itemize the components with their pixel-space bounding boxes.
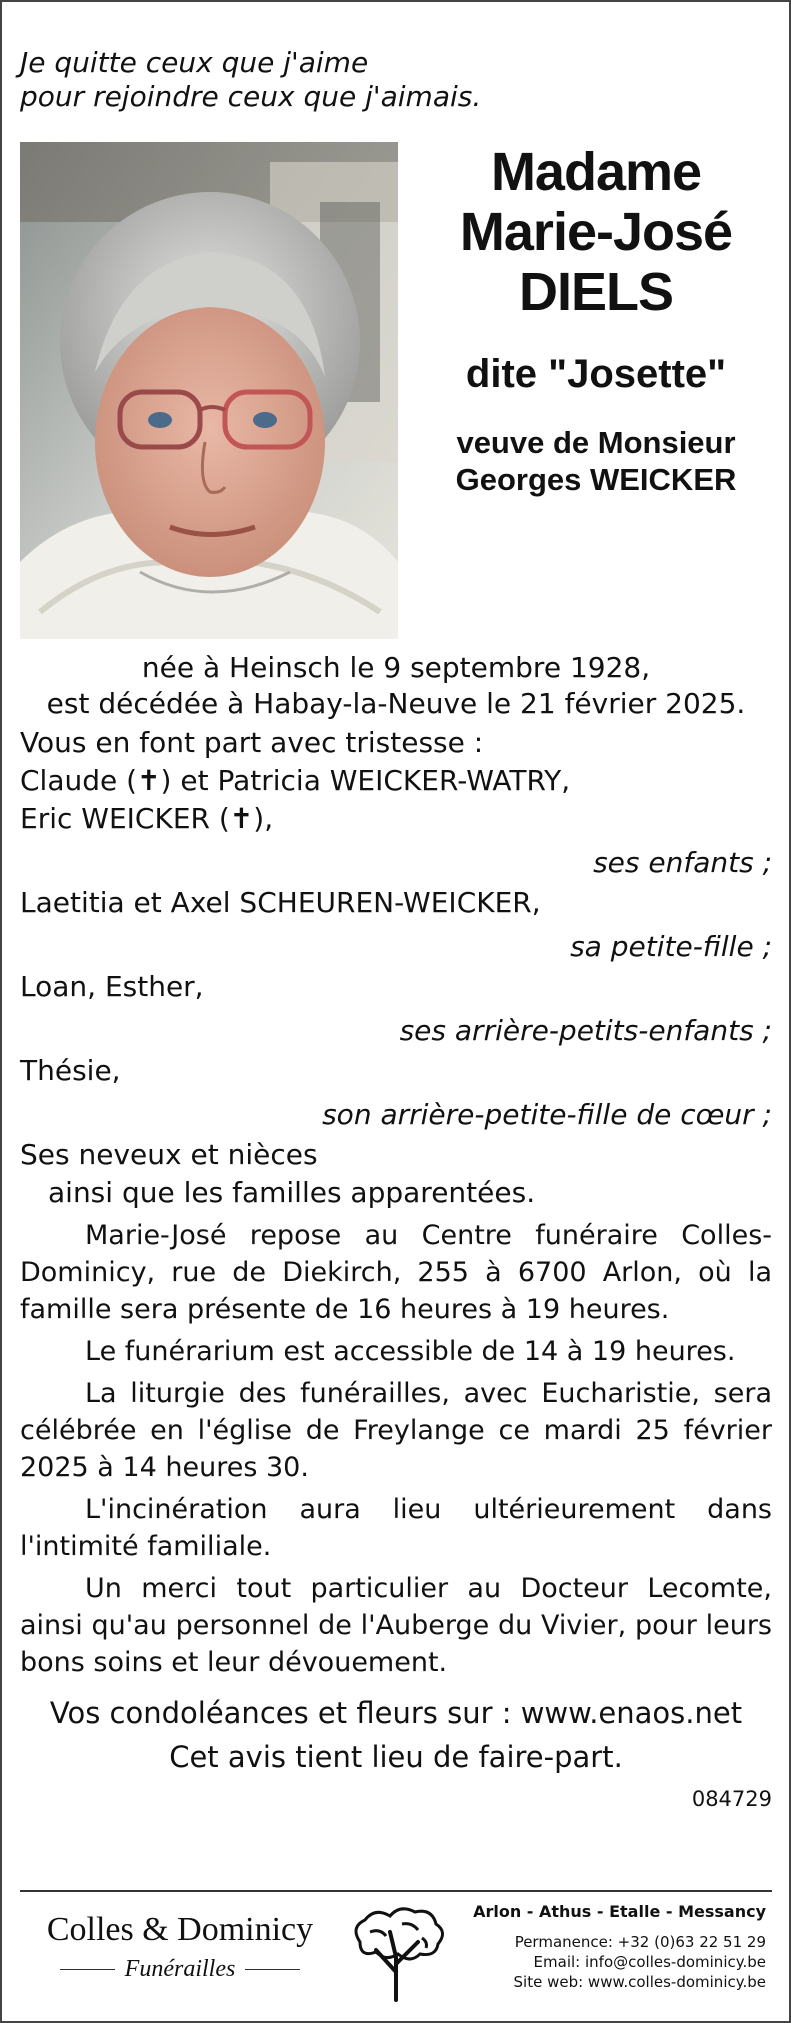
website-line: Site web: www.colles-dominicy.be (513, 1973, 766, 1991)
deceased-header (410, 142, 782, 498)
families-line: ainsi que les familles apparentées. (48, 1176, 536, 1209)
cross-icon: ✝ (137, 764, 161, 797)
heart-grandchild-name: Thésie, (20, 1054, 121, 1087)
divider (245, 1969, 300, 1970)
paragraph-visitation: Marie-José repose au Centre funéraire Colles-Dominicy, rue de Diekirch, 255 à 6700 Arlon, où la famille sera présente de 16 heures à 19 heures. (20, 1220, 772, 1325)
notice-body (20, 650, 772, 1813)
great-grandchildren-role: ses arrière-petits-enfants ; (399, 1014, 772, 1047)
email-line: Email: info@colles-dominicy.be (533, 1953, 766, 1971)
widow-line-1: veuve de Monsieur (456, 425, 736, 460)
nephews-line: Ses neveux et nièces (20, 1138, 318, 1171)
contact-info (473, 1902, 766, 1992)
nickname: dite "Josette" (465, 352, 727, 396)
quote-line-2: pour rejoindre ceux que j'aimais. (20, 80, 482, 113)
children-name-2: Eric WEICKER ( (20, 802, 230, 835)
funeral-home-footer (20, 1890, 772, 2014)
brand-subtitle (40, 1956, 320, 1983)
children-line-1 (20, 762, 772, 800)
children-name-2-rest: ), (253, 802, 274, 835)
portrait-photo (20, 142, 398, 639)
brand-subtitle-text: Funérailles (124, 1956, 236, 1982)
honorific: Madame (490, 142, 702, 202)
children-line-2 (20, 800, 772, 838)
quote-line-1: Je quitte ceux que j'aime (20, 46, 369, 79)
divider (60, 1969, 115, 1970)
birth-line-2: est décédée à Habay-la-Neuve le 21 février 2025. (46, 687, 746, 720)
great-grandchildren-names: Loan, Esther, (20, 970, 204, 1003)
children-name-1-rest: ) et Patricia WEICKER-WATRY, (160, 764, 571, 797)
children-role: ses enfants ; (593, 846, 772, 879)
last-name: DIELS (518, 262, 674, 322)
opening-quote (20, 46, 481, 114)
grandchild-names: Laetitia et Axel SCHEUREN-WEICKER, (20, 886, 541, 919)
first-name: Marie-José (459, 202, 733, 262)
condolences-line: Vos condoléances et fleurs sur : www.enaos.net (49, 1696, 743, 1730)
birth-line-1: née à Heinsch le 9 septembre 1928, (141, 651, 651, 684)
funeral-home-logo (40, 1910, 320, 1983)
notice-line: Cet avis tient lieu de faire-part. (169, 1740, 623, 1774)
heart-grandchild-role: son arrière-petite-fille de cœur ; (322, 1098, 772, 1131)
paragraph-cremation: L'incinération aura lieu ultérieurement dans l'intimité familiale. (20, 1494, 772, 1562)
children-name-1: Claude ( (20, 764, 138, 797)
brand-name: Colles & Dominicy (46, 1911, 314, 1948)
paragraph-thanks: Un merci tout particulier au Docteur Lecomte, ainsi qu'au personnel de l'Auberge du Vivier, pour leurs bons soins et leur dévouement. (20, 1573, 772, 1678)
paragraph-liturgy: La liturgie des funérailles, avec Eucharistie, sera célébrée en l'église de Freylange ce mardi 25 février 2025 à 14 heures 30. (20, 1378, 772, 1483)
family-intro: Vous en font part avec tristesse : (20, 726, 484, 759)
grandchild-role: sa petite-fille ; (570, 930, 772, 963)
paragraph-hours: Le funérarium est accessible de 14 à 19 heures. (85, 1336, 736, 1367)
cross-icon: ✝ (229, 802, 254, 835)
branch-cities: Arlon - Athus - Etalle - Messancy (473, 1902, 766, 1921)
phone-line: Permanence: +32 (0)63 22 51 29 (514, 1933, 766, 1951)
reference-number: 084729 (691, 1787, 772, 1811)
tree-icon (340, 1902, 452, 2002)
widow-line-2: Georges WEICKER (455, 462, 737, 497)
